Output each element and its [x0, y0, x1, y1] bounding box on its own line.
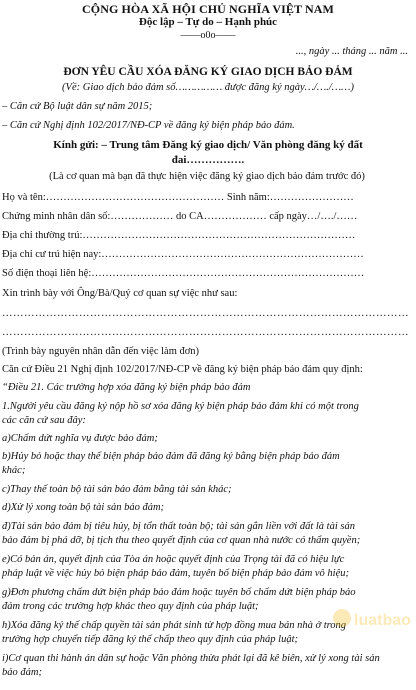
article-line: trường hợp chuyển tiếp đăng ký thế chấp theo quy định của pháp luật;: [2, 634, 298, 645]
article-line: e)Có bản án, quyết định của Tòa án hoặc quyết định của Trọng tài đã có hiệu lực: [2, 554, 345, 565]
article-line: b)Hủy bỏ hoặc thay thế biện pháp bảo đảm đã đăng ký bằng biện pháp bảo đảm: [2, 451, 340, 462]
basis-line-civil-code: – Căn cứ Bộ luật dân sự năm 2015;: [2, 101, 153, 112]
article-intro: Căn cứ Điều 21 Nghị định 102/2017/NĐ-CP về đăng ký biện pháp bảo đảm quy định:: [2, 364, 363, 375]
field-current-address: Địa chỉ cư trú hiện nay:…………………………………………………………………: [2, 249, 364, 260]
article-line: c)Thay thế toàn bộ tài sản bảo đảm bằng tài sản khác;: [2, 484, 232, 495]
watermark-dot-icon: [333, 609, 351, 627]
article-line: khác;: [2, 465, 26, 476]
article-line: bảo đảm;: [2, 667, 42, 678]
watermark-logo: [332, 598, 411, 638]
article-line: bảo đảm bị phá dỡ, bị tịch thu theo quyết định của cơ quan nhà nước có thẩm quyền;: [2, 535, 361, 546]
field-name-birth-year: Họ và tên:…………………………………………… Sinh năm:……………………: [2, 192, 354, 203]
watermark-text: luatbao: [354, 612, 411, 629]
article-line: a)Chấm dứt nghĩa vụ được bảo đảm;: [2, 433, 158, 444]
field-id-card: Chứng minh nhân dân số:……………… do CA……………… cấp ngày…/…./……: [2, 211, 358, 222]
basis-line-decree: – Căn cứ Nghị định 102/2017/NĐ-CP về đăng ký biện pháp bảo đảm.: [2, 120, 295, 131]
article-line: d)Xử lý xong toàn bộ tài sản bảo đảm;: [2, 502, 165, 513]
article-line: pháp luật về việc hủy bỏ biện pháp bảo đảm, tuyên bố biện pháp bảo đảm vô hiệu;: [2, 568, 350, 579]
dateline: ..., ngày ... tháng ... năm ...: [295, 46, 408, 57]
article-line: i)Cơ quan thi hành án dân sự hoặc Văn phòng thừa phát lại đã kê biên, xử lý xong tài sản: [2, 653, 380, 664]
article-line: đ)Tài sản bảo đảm bị tiêu hủy, bị tổn thất toàn bộ; tài sản gắn liền với đất là tài sản: [2, 521, 355, 532]
article-title: “Điều 21. Các trường hợp xóa đăng ký biện pháp bảo đảm: [2, 382, 251, 393]
article-line: g)Đơn phương chấm dứt biện pháp bảo đảm hoặc tuyên bố chấm dứt biện pháp bảo: [2, 587, 356, 598]
request-statement: Xin trình bày với Ông/Bà/Quý cơ quan sự việc như sau:: [2, 288, 238, 299]
field-phone: Số điện thoại liên hệ:……………………………………………………………………: [2, 268, 365, 279]
blank-line: …………………………………………………………………………………………………: [2, 308, 409, 319]
article-line: h)Xóa đăng ký thế chấp quyền tài sản phát sinh từ hợp đồng mua bán nhà ở trong: [2, 620, 347, 631]
national-title: CỘNG HÒA XÃ HỘI CHỦ NGHĨA VIỆT NAM: [82, 2, 334, 16]
addressee-note: (Là cơ quan mà bạn đã thực hiện việc đăng ký giao dịch bảo đảm trước đó): [49, 171, 365, 182]
field-permanent-address: Địa chỉ thường trú:……………………………………………………………………: [2, 230, 356, 241]
header-divider: ——o0o——: [180, 30, 236, 41]
blank-line: …………………………………………………………………………………………………: [2, 327, 409, 338]
reason-note: (Trình bày nguyên nhân dẫn đến việc làm đơn): [2, 346, 200, 357]
document-subtitle: (Về: Giao dịch bảo đảm số…………… được đăng ký ngày…/…./……): [62, 82, 354, 93]
article-line: 1.Người yêu cầu đăng ký nộp hồ sơ xóa đăng ký biện pháp bảo đảm khi có một trong: [2, 401, 359, 412]
motto: Độc lập – Tự do – Hạnh phúc: [138, 16, 278, 28]
article-line: các căn cứ sau đây:: [2, 415, 86, 426]
article-line: đảm trong các trường hợp khác theo quy định của pháp luật;: [2, 601, 259, 612]
addressee: Kính gửi: – Trung tâm Đăng ký giao dịch/ Văn phòng đăng ký đất đai…………….: [53, 139, 363, 166]
document-title: ĐƠN YÊU CẦU XÓA ĐĂNG KÝ GIAO DỊCH BẢO ĐẢM: [63, 66, 353, 78]
